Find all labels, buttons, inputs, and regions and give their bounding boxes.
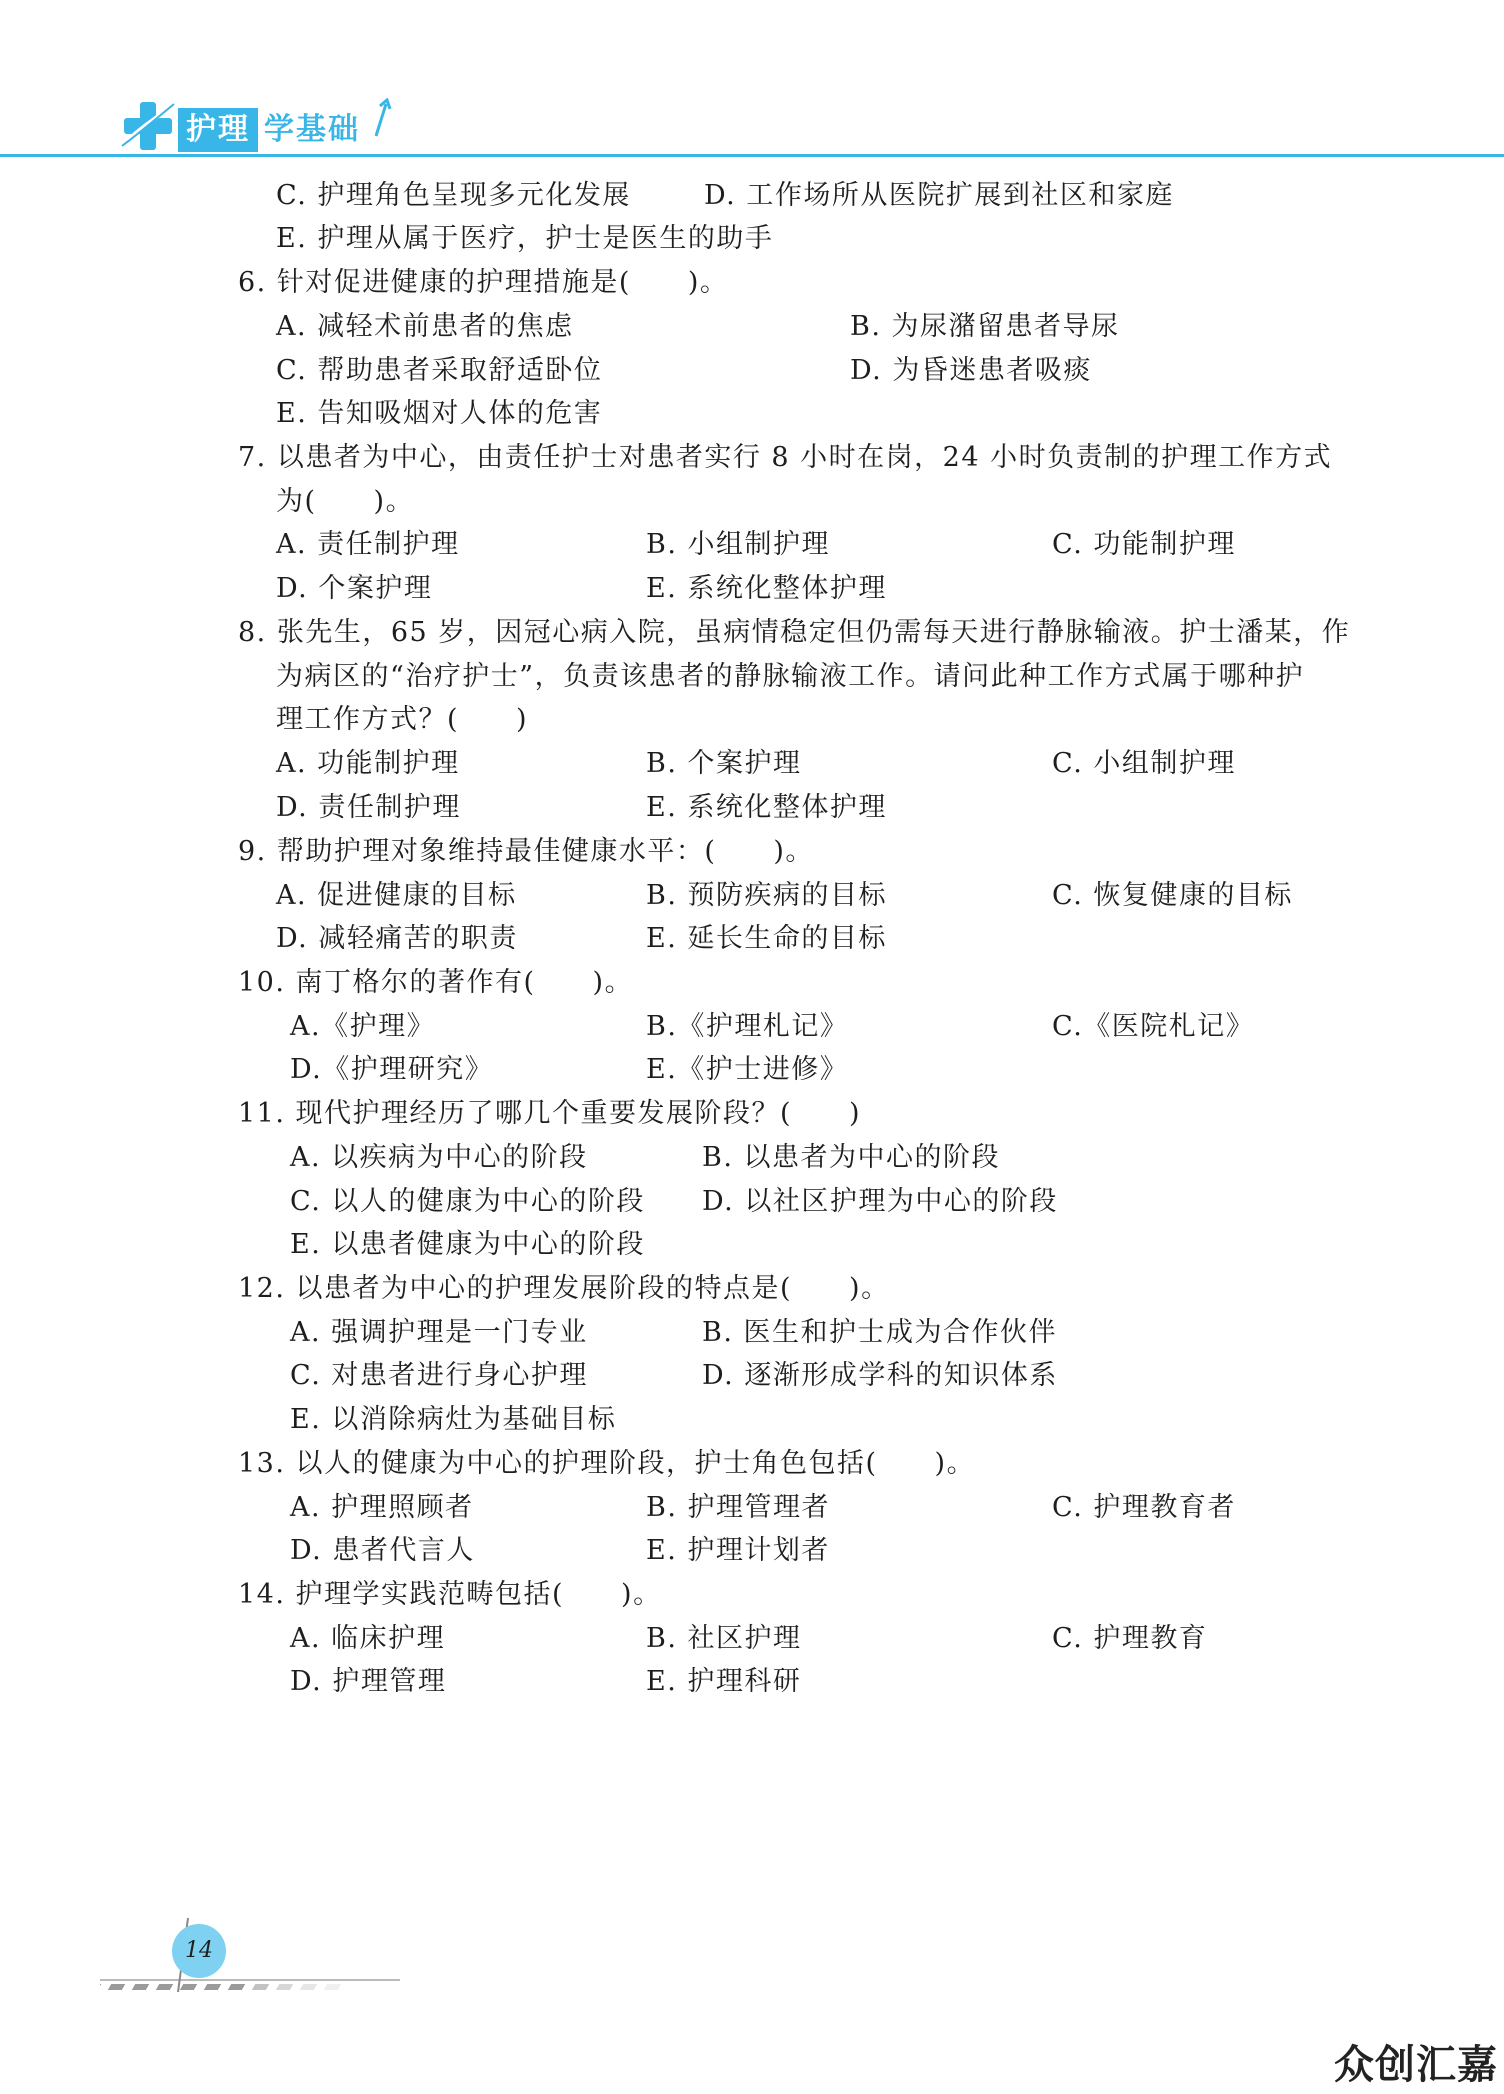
option: B. 护理管理者 — [646, 1492, 831, 1523]
option: E. 护理从属于医疗，护士是医生的助手 — [276, 223, 774, 254]
option: E. 以消除病灶为基础目标 — [290, 1404, 617, 1435]
page-header — [0, 86, 1504, 166]
book-title-highlight: 护理 — [178, 108, 258, 152]
option: C.《医院札记》 — [1052, 1011, 1255, 1042]
option: E. 告知吸烟对人体的危害 — [276, 398, 603, 429]
footer-decoration-icon — [100, 1910, 420, 2000]
option: D. 工作场所从医院扩展到社区和家庭 — [704, 180, 1174, 211]
option: E.《护士进修》 — [646, 1054, 849, 1085]
option: B. 医生和护士成为合作伙伴 — [702, 1317, 1058, 1348]
option: A. 以疾病为中心的阶段 — [290, 1142, 588, 1173]
option: E. 系统化整体护理 — [646, 573, 887, 604]
question-stem: 11. 现代护理经历了哪几个重要发展阶段？( ) — [238, 1098, 862, 1129]
watermark: 众创汇嘉 — [1334, 2042, 1498, 2088]
option: A. 减轻术前患者的焦虑 — [276, 311, 574, 342]
option: C. 恢复健康的目标 — [1052, 880, 1293, 911]
option: A. 临床护理 — [290, 1623, 446, 1654]
option: B.《护理札记》 — [646, 1011, 849, 1042]
option: C. 小组制护理 — [1052, 748, 1236, 779]
option: D. 逐渐形成学科的知识体系 — [702, 1360, 1058, 1391]
option: A. 责任制护理 — [276, 529, 460, 560]
option: A. 促进健康的目标 — [276, 880, 517, 911]
option: A. 强调护理是一门专业 — [290, 1317, 588, 1348]
option: C. 护理角色呈现多元化发展 — [276, 180, 631, 211]
question-stem: 14. 护理学实践范畴包括( )。 — [238, 1579, 662, 1610]
option: E. 系统化整体护理 — [646, 792, 887, 823]
option: C. 帮助患者采取舒适卧位 — [276, 355, 603, 386]
question-stem: 13. 以人的健康为中心的护理阶段，护士角色包括( )。 — [238, 1448, 976, 1479]
option: D. 责任制护理 — [276, 792, 461, 823]
option: C. 以人的健康为中心的阶段 — [290, 1186, 645, 1217]
page-number: 14 — [185, 1938, 213, 1963]
option: E. 延长生命的目标 — [646, 923, 887, 954]
page-footer — [100, 1910, 420, 2000]
book-title — [178, 108, 360, 152]
option: C. 护理教育者 — [1052, 1492, 1236, 1523]
option: D. 以社区护理为中心的阶段 — [702, 1186, 1058, 1217]
nursing-cross-logo-icon — [120, 98, 176, 154]
option: B. 为尿潴留患者导尿 — [850, 311, 1120, 342]
question-stem: 12. 以患者为中心的护理发展阶段的特点是( )。 — [238, 1273, 890, 1304]
option: C. 护理教育 — [1052, 1623, 1208, 1654]
option: E. 护理计划者 — [646, 1535, 830, 1566]
option: A. 功能制护理 — [276, 748, 460, 779]
option: B. 个案护理 — [646, 748, 802, 779]
question-stem: 6. 针对促进健康的护理措施是( )。 — [238, 267, 729, 298]
option: D. 患者代言人 — [290, 1535, 475, 1566]
header-rule — [0, 154, 1504, 157]
question-stem-continued: 为( )。 — [276, 486, 415, 517]
option: D. 护理管理 — [290, 1666, 447, 1697]
question-stem-continued: 为病区的“治疗护士”，负责该患者的静脉输液工作。请问此种工作方式属于哪种护 — [276, 661, 1305, 692]
option: E. 以患者健康为中心的阶段 — [290, 1229, 645, 1260]
question-stem: 9. 帮助护理对象维持最佳健康水平：( )。 — [238, 836, 814, 867]
question-stem: 8. 张先生，65 岁，因冠心病入院，虽病情稳定但仍需每天进行静脉输液。护士潘某，作 — [238, 617, 1351, 648]
option: B. 预防疾病的目标 — [646, 880, 888, 911]
option: D. 为昏迷患者吸痰 — [850, 355, 1092, 386]
option: B. 以患者为中心的阶段 — [702, 1142, 1001, 1173]
arrow-icon — [372, 98, 394, 138]
option: C. 功能制护理 — [1052, 529, 1236, 560]
option: C. 对患者进行身心护理 — [290, 1360, 588, 1391]
question-stem: 7. 以患者为中心，由责任护士对患者实行 8 小时在岗，24 小时负责制的护理工作方式 — [238, 442, 1333, 473]
option: B. 社区护理 — [646, 1623, 802, 1654]
question-stem: 10. 南丁格尔的著作有( )。 — [238, 967, 634, 998]
option: A. 护理照顾者 — [290, 1492, 474, 1523]
option: B. 小组制护理 — [646, 529, 831, 560]
option: E. 护理科研 — [646, 1666, 802, 1697]
option: D.《护理研究》 — [290, 1054, 494, 1085]
book-title-rest: 学基础 — [264, 112, 360, 147]
option: D. 个案护理 — [276, 573, 433, 604]
option: A.《护理》 — [290, 1011, 436, 1042]
option: D. 减轻痛苦的职责 — [276, 923, 518, 954]
question-stem-continued: 理工作方式？( ) — [276, 704, 529, 735]
